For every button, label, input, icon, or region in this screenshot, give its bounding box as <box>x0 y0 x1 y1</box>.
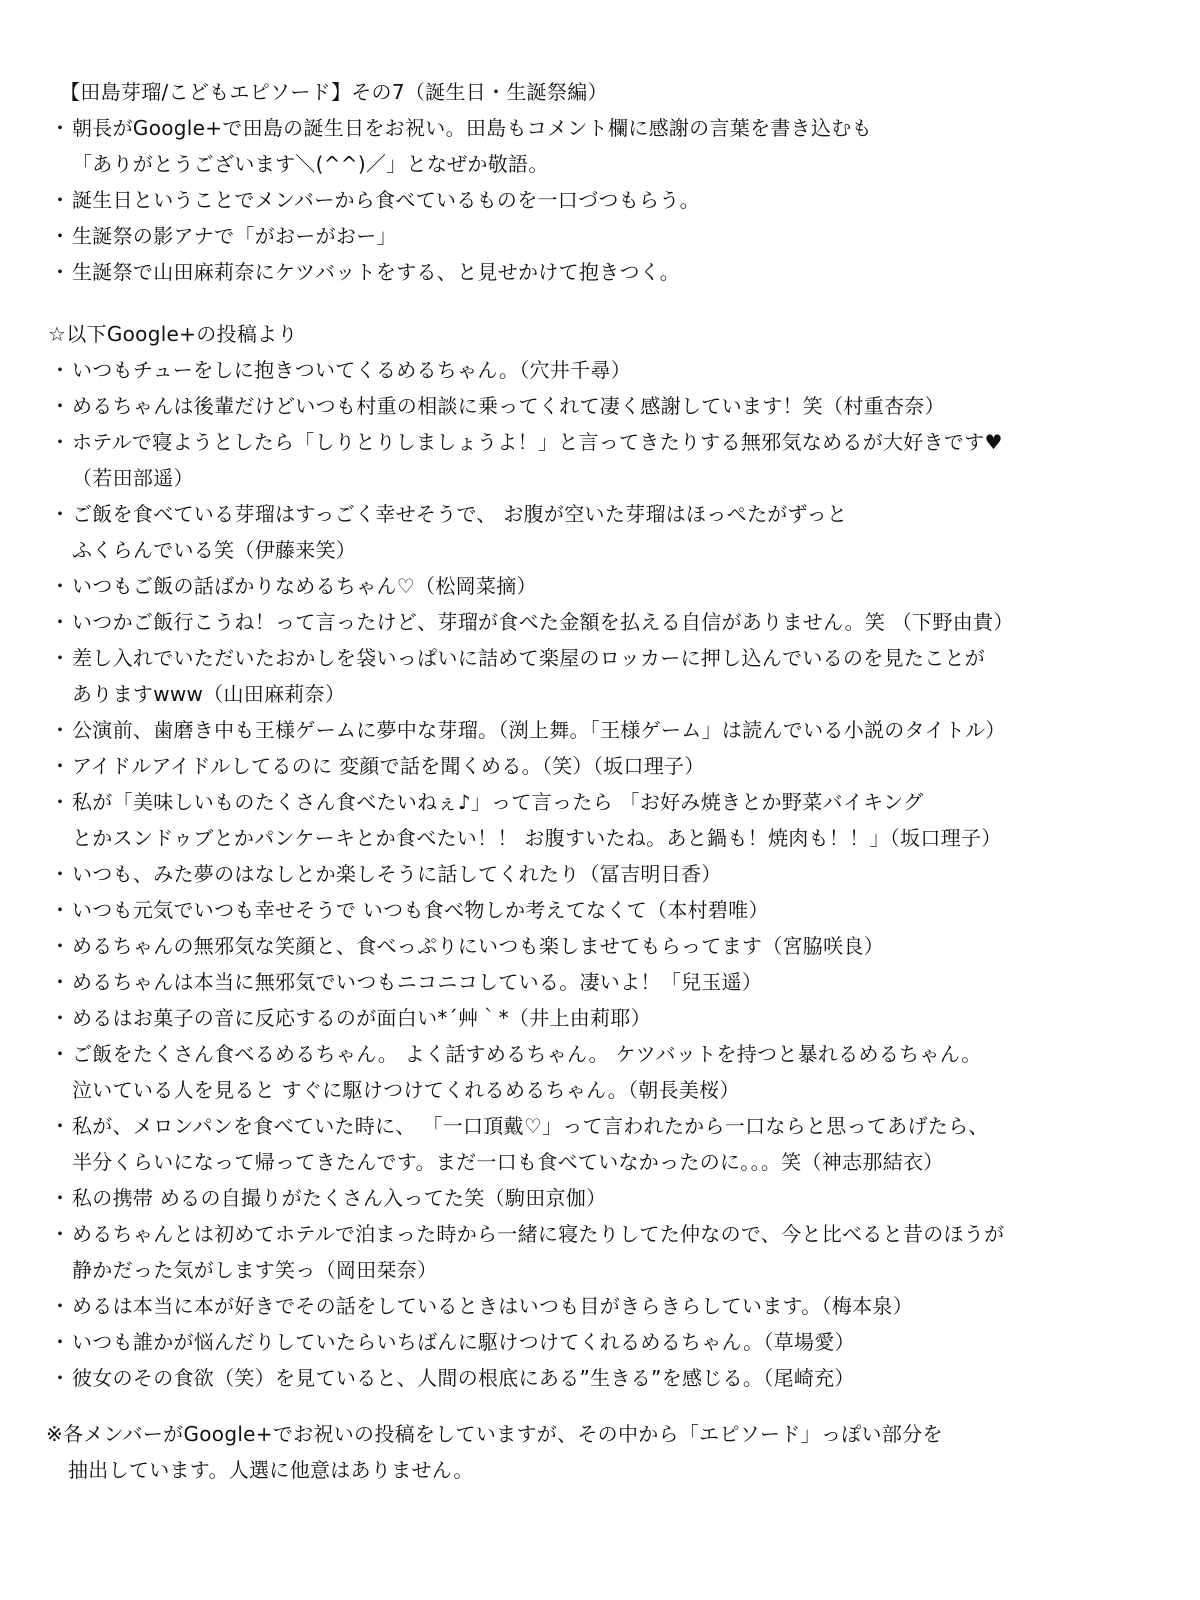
list-item-continuation: 静かだった気がします笑っ（岡田栞奈） <box>72 1258 438 1282</box>
list-item-text: めるはお菓子の音に反応するのが面白い*´艸｀*（井上由莉耶） <box>72 1006 651 1030</box>
bullet-mark: ・ <box>50 188 71 212</box>
bullet-mark: ・ <box>50 116 71 140</box>
list-item-continuation: ふくらんでいる笑（伊藤来笑） <box>72 538 357 562</box>
list-item <box>0 640 1200 676</box>
bullet-mark: ・ <box>50 790 71 814</box>
list-item-text: めるは本当に本が好きでその話をしているときはいつも目がきらきらしています。（梅本泉） <box>72 1294 913 1318</box>
list-item-continuation: 「ありがとうございます＼(^^)／」となぜか敬語。 <box>72 152 549 176</box>
bullet-mark: ・ <box>50 1186 71 1210</box>
list-item <box>0 568 1200 604</box>
list-item <box>0 352 1200 388</box>
list-item-continuation: とかスンドゥブとかパンケーキとか食べたい！！ お腹すいたね。あと鍋も！焼肉も！！」（坂口理子） <box>72 826 1002 850</box>
bullet-mark: ・ <box>50 394 71 418</box>
list-item-text: 差し入れでいただいたおかしを袋いっぱいに詰めて楽屋のロッカーに押し込んでいるのを見たことが <box>72 646 986 670</box>
list-item <box>0 110 1200 146</box>
list-item-continuation: 半分くらいになって帰ってきたんです。まだ一口も食べていなかったのに。。。笑（神志那結衣） <box>72 1150 944 1174</box>
list-item-text: ご飯をたくさん食べるめるちゃん。 よく話すめるちゃん。 ケツバットを持つと暴れるめるちゃん。 <box>72 1042 982 1066</box>
list-item-continuation: 泣いている人を見ると すぐに駆けつけてくれるめるちゃん。（朝長美桜） <box>72 1078 740 1102</box>
list-item <box>0 182 1200 218</box>
list-item <box>0 1180 1200 1216</box>
bullet-mark: ・ <box>50 1222 71 1246</box>
list-item-text: いつも誰かが悩んだりしていたらいちばんに駆けつけてくれるめるちゃん。（草場愛） <box>72 1330 855 1354</box>
bullet-mark: ・ <box>50 358 71 382</box>
list-item-text: 朝長がGoogle+で田島の誕生日をお祝い。田島もコメント欄に感謝の言葉を書き込むも <box>72 116 872 140</box>
list-item <box>0 604 1200 640</box>
bullet-mark: ・ <box>50 1366 71 1390</box>
bullet-mark: ・ <box>50 502 71 526</box>
list-item <box>0 1360 1200 1396</box>
bullet-mark: ・ <box>50 260 71 284</box>
list-item <box>0 1036 1200 1072</box>
list-item-continuation: ありますwww（山田麻莉奈） <box>72 682 346 706</box>
list-item <box>0 1216 1200 1252</box>
list-item-text: いつも、みた夢のはなしとか楽しそうに話してくれたり（冨吉明日香） <box>72 862 722 886</box>
list-item <box>0 1108 1200 1144</box>
list-item-text: 生誕祭の影アナで「がおーがおー」 <box>72 224 397 248</box>
list-item <box>0 892 1200 928</box>
page-title: 【田島芽瑠/こどもエピソード】その7（誕生日・生誕祭編） <box>60 80 608 104</box>
list-item-text: めるちゃんとは初めてホテルで泊まった時から一緒に寝たりしてた仲なので、今と比べると昔のほうが <box>72 1222 1005 1246</box>
list-item-text: 彼女のその食欲（笑）を見ていると、人間の根底にある”生きる”を感じる。（尾崎充） <box>72 1366 855 1390</box>
bullet-mark: ・ <box>50 898 71 922</box>
list-item-text: 私が、メロンパンを食べていた時に、 「一口頂戴♡」って言われたから一口ならと思ってあげたら、 <box>72 1114 989 1138</box>
list-item-text: いつかご飯行こうね！って言ったけど、芽瑠が食べた金額を払える自信がありません。笑 （下野由貴） <box>72 610 1014 634</box>
list-item-text: いつも元気でいつも幸せそうで いつも食べ物しか考えてなくて（本村碧唯） <box>72 898 769 922</box>
bullet-mark: ・ <box>50 934 71 958</box>
list-item <box>0 784 1200 820</box>
list-item <box>0 856 1200 892</box>
bullet-mark: ・ <box>50 1294 71 1318</box>
list-item-text: アイドルアイドルしてるのに 変顔で話を聞くめる。（笑）（坂口理子） <box>72 754 705 778</box>
posts-list <box>0 352 1200 1396</box>
list-item-text: いつもチューをしに抱きついてくるめるちゃん。（穴井千尋） <box>72 358 631 382</box>
list-item-text: めるちゃんは後輩だけどいつも村重の相談に乗ってくれて凄く感謝しています！笑（村重杏奈） <box>72 394 945 418</box>
list-item <box>0 424 1200 460</box>
bullet-mark: ・ <box>50 1330 71 1354</box>
list-item <box>0 712 1200 748</box>
intro-list <box>0 110 1200 290</box>
list-item-continuation: （若田部遥） <box>72 466 194 490</box>
bullet-mark: ・ <box>50 862 71 886</box>
list-item <box>0 928 1200 964</box>
list-item-text: 公演前、歯磨き中も王様ゲームに夢中な芽瑠。（渕上舞。「王様ゲーム」は読んでいる小説のタイトル） <box>72 718 1006 742</box>
bullet-mark: ・ <box>50 1042 71 1066</box>
footnote <box>0 1416 1200 1488</box>
bullet-mark: ・ <box>50 970 71 994</box>
bullet-mark: ・ <box>50 574 71 598</box>
bullet-mark: ・ <box>50 224 71 248</box>
bullet-mark: ・ <box>50 1114 71 1138</box>
list-item <box>0 254 1200 290</box>
list-item <box>0 1000 1200 1036</box>
list-item <box>0 388 1200 424</box>
list-item-text: 私の携帯 めるの自撮りがたくさん入ってた笑（駒田京伽） <box>72 1186 607 1210</box>
list-item-text: めるちゃんは本当に無邪気でいつもニコニコしている。凄いよ！「兒玉遥） <box>72 970 763 994</box>
bullet-mark: ・ <box>50 610 71 634</box>
section-heading: ☆以下Google+の投稿より <box>48 322 298 346</box>
list-item <box>0 1324 1200 1360</box>
list-item-text: ご飯を食べている芽瑠はすっごく幸せそうで、 お腹が空いた芽瑠はほっぺたがずっと <box>72 502 848 526</box>
list-item <box>0 1288 1200 1324</box>
list-item <box>0 218 1200 254</box>
bullet-mark: ・ <box>50 754 71 778</box>
list-item-text: 生誕祭で山田麻莉奈にケツバットをする、と見せかけて抱きつく。 <box>72 260 680 284</box>
list-item <box>0 496 1200 532</box>
bullet-mark: ・ <box>50 430 71 454</box>
list-item-text: 私が「美味しいものたくさん食べたいねぇ♪」って言ったら 「お好み焼きとか野菜バイキング <box>72 790 924 814</box>
footnote-line: ※各メンバーがGoogle+でお祝いの投稿をしていますが、その中から「エピソード」っぽい部分を <box>46 1422 943 1446</box>
bullet-mark: ・ <box>50 1006 71 1030</box>
list-item-text: ホテルで寝ようとしたら「しりとりしましょうよ！」と言ってきたりする無邪気なめるが大好きです♥ <box>72 430 1003 454</box>
bullet-mark: ・ <box>50 718 71 742</box>
bullet-mark: ・ <box>50 646 71 670</box>
list-item-text: いつもご飯の話ばかりなめるちゃん♡（松岡菜摘） <box>72 574 537 598</box>
list-item-text: 誕生日ということでメンバーから食べているものを一口づつもらう。 <box>72 188 700 212</box>
list-item <box>0 748 1200 784</box>
footnote-line: 抽出しています。人選に他意はありません。 <box>68 1458 474 1482</box>
list-item-text: めるちゃんの無邪気な笑顔と、食べっぷりにいつも楽しませてもらってます（宮脇咲良） <box>72 934 884 958</box>
list-item <box>0 964 1200 1000</box>
